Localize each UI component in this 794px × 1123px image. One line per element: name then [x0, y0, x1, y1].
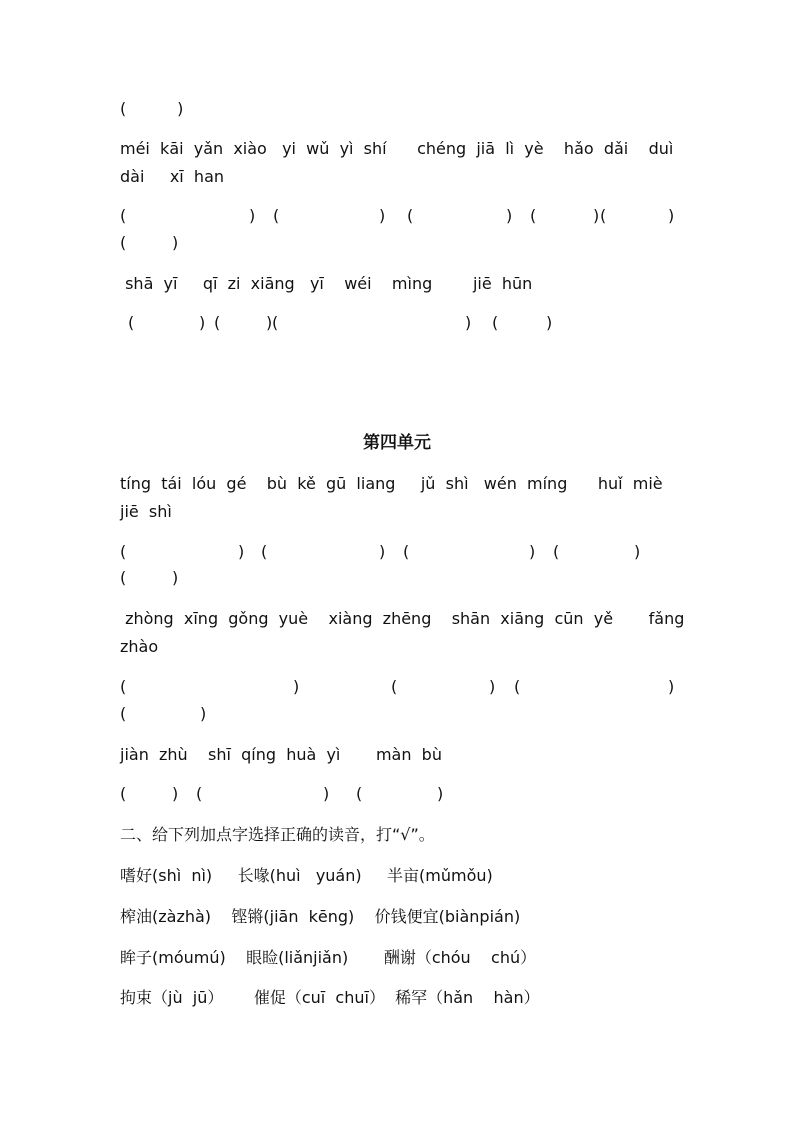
pinyin-line: jiàn zhù shī qíng huà yì màn bù [120, 745, 442, 764]
pinyin-line: méi kāi yǎn xiào yi wǔ yì shí chéng jiā lì yè hǎo dǎi duì [120, 139, 674, 158]
pinyin-line: dài xī han [120, 167, 225, 186]
answer-blank-row: ( ) [120, 99, 184, 118]
reading-choice-row: 拘束（jù jū） 催促（cuī chuī） 稀罕（hǎn hàn） [120, 988, 540, 1007]
section-instruction: 二、给下列加点字选择正确的读音，打“√”。 [120, 825, 435, 844]
pinyin-line: tíng tái lóu gé bù kě gū liang jǔ shì wén míng huǐ miè [120, 474, 663, 493]
pinyin-line: zhòng xīng gǒng yuè xiàng zhēng shān xiāng cūn yě fǎng [120, 609, 685, 628]
reading-choice-row: 嗜好(shì nì) 长喙(huì yuán) 半亩(mǔmǒu) [120, 866, 493, 885]
pinyin-line: shā yī qī zi xiāng yī wéi mìng jiē hūn [120, 274, 533, 293]
pinyin-line: jiē shì [120, 502, 172, 521]
pinyin-line: zhào [120, 637, 159, 656]
reading-choice-row: 眸子(móumú) 眼睑(liǎnjiǎn) 酬谢（chóu chú） [120, 948, 537, 967]
reading-choice-row: 榨油(zàzhà) 铿锵(jiān kēng) 价钱便宜(biànpián) [120, 907, 521, 926]
unit-heading: 第四单元 [363, 433, 431, 453]
